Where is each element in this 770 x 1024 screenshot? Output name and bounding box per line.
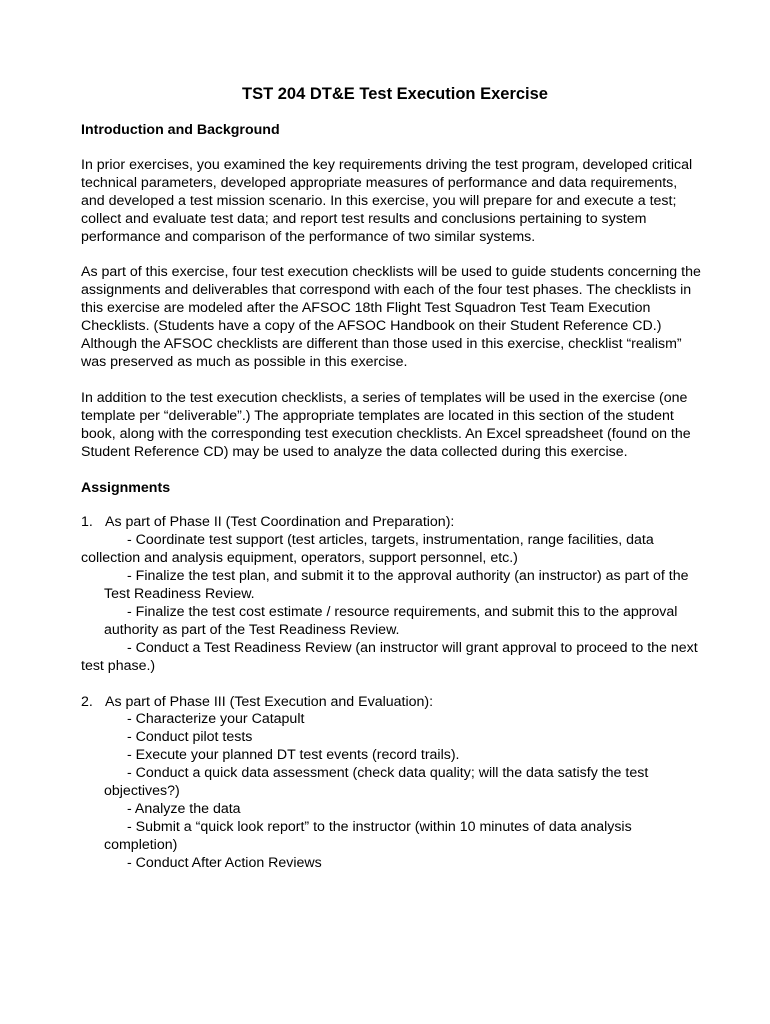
- assignment-1-item-4: - Conduct a Test Readiness Review (an instructor will grant approval to proceed to the next test phase.): [81, 639, 698, 674]
- assignment-2-item-5: - Analyze the data: [127, 801, 241, 817]
- assignment-2-item-6: - Submit a “quick look report” to the instructor (within 10 minutes of data analysis completion): [104, 818, 632, 853]
- intro-paragraph-2: As part of this exercise, four test execution checklists will be used to guide students concerning the assignments and deliverables that correspond with each of the four test phases. The checklists in this exercise are modeled after the AFSOC 18th Flight Test Squadron Test Team Execution Checklists. (Students have a copy of the AFSOC Handbook on their Student Reference CD.) Although the AFSOC checklists are different than those used in this exercise, checklist “realism” was preserved as much as possible in this exercise.: [81, 264, 701, 370]
- intro-paragraph-1: In prior exercises, you examined the key requirements driving the test program, developed critical technical parameters, developed appropriate measures of performance and data requirements, and developed a test mission scenario. In this exercise, you will prepare for and execute a test; collect and evaluate test data; and report test results and conclusions pertaining to system performance and comparison of the performance of two similar systems.: [81, 156, 693, 245]
- assignment-2: [81, 694, 701, 873]
- assignment-2-item-4: - Conduct a quick data assessment (check data quality; will the data satisfy the test objectives?): [104, 765, 649, 800]
- document-page: [81, 84, 701, 891]
- assignment-1-item-2: - Finalize the test plan, and submit it to the approval authority (an instructor) as part of the Test Readiness Review.: [104, 568, 689, 603]
- document-title: TST 204 DT&E Test Execution Exercise: [242, 85, 548, 103]
- assignment-2-item-2: - Conduct pilot tests: [127, 729, 253, 746]
- assignment-2-item-3: - Execute your planned DT test events (record trails).: [127, 747, 460, 764]
- assignment-1-item-1: - Coordinate test support (test articles, targets, instrumentation, range facilities, data collection and analysis equipment, operators, support personnel, etc.): [81, 532, 654, 567]
- assignment-2-item-1: - Characterize your Catapult: [127, 711, 305, 728]
- assignment-text: As part of Phase III (Test Execution and Evaluation):: [105, 693, 434, 710]
- assignment-number: 1.: [81, 514, 93, 531]
- intro-paragraph-3: In addition to the test execution checklists, a series of templates will be used in the exercise (one template per “deliverable”.) The appropriate templates are located in this section of the student book, along with the corresponding test execution checklists. An Excel spreadsheet (found on the Student Reference CD) may be used to analyze the data collected during this exercise.: [81, 389, 691, 460]
- assignment-text: As part of Phase II (Test Coordination and Preparation):: [105, 514, 455, 531]
- assignment-1-item-3: - Finalize the test cost estimate / resource requirements, and submit this to the approval authority as part of the Test Readiness Review.: [104, 603, 678, 638]
- assignment-1: [81, 514, 701, 675]
- intro-heading: Introduction and Background: [81, 122, 280, 138]
- assignments-heading: Assignments: [81, 479, 171, 496]
- assignment-2-item-7: - Conduct After Action Reviews: [127, 854, 322, 871]
- assignment-number: 2.: [81, 693, 93, 710]
